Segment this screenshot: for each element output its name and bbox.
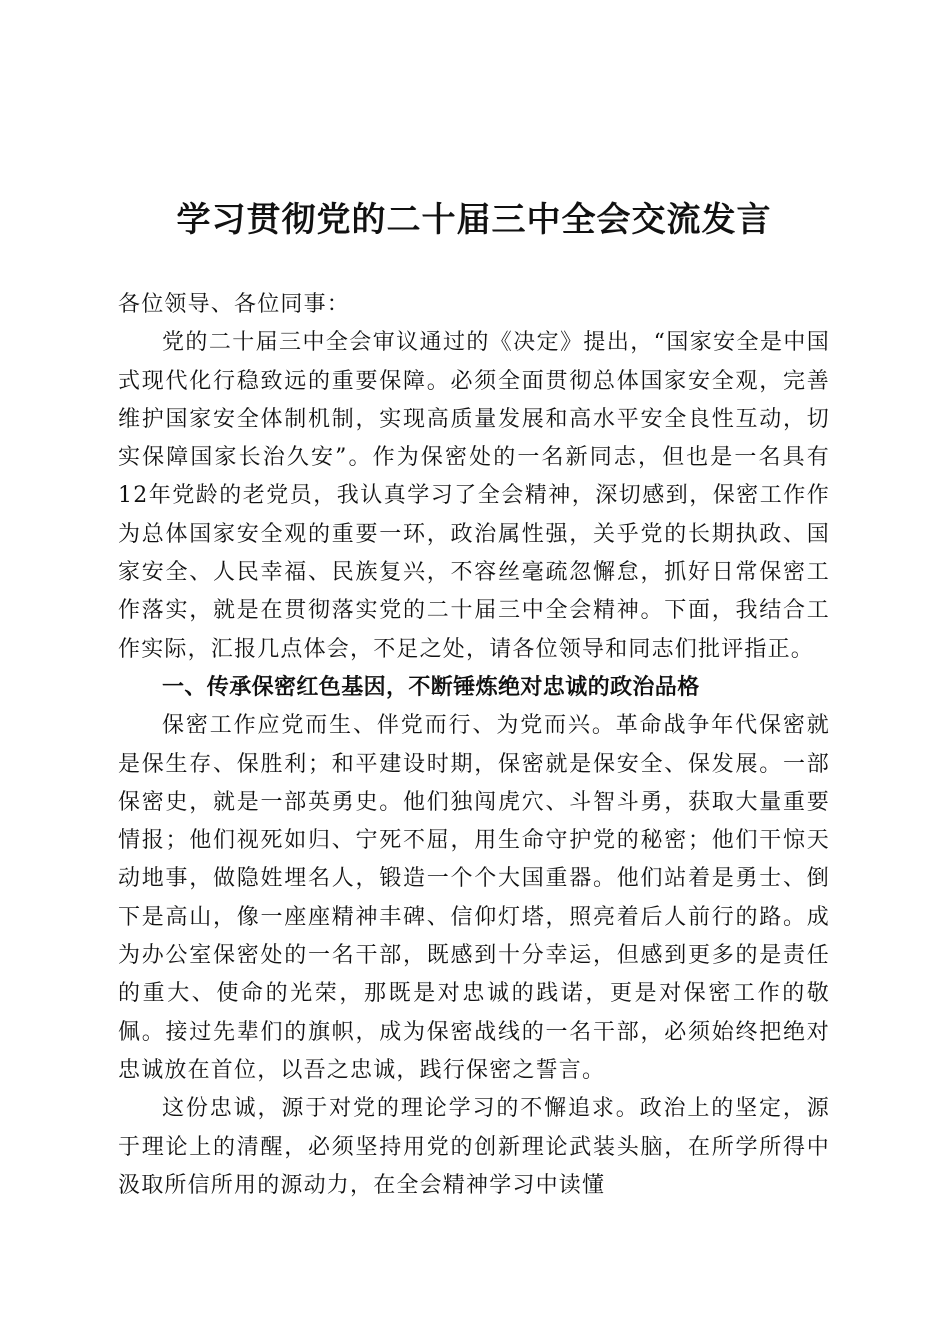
section1-paragraph-1: 保密工作应党而生、伴党而行、为党而兴。革命战争年代保密就是保生存、保胜利；和平建设时期，保密就是保安全、保发展。一部保密史，就是一部英勇史。他们独闯虎穴、斗智斗勇，获取大量重要情报；他们视死如归、宁死不屈，用生命守护党的秘密；他们干惊天动地事，做隐姓埋名人，锻造一个个大国重器。他们站着是勇士、倒下是高山，像一座座精神丰碑、信仰灯塔，照亮着后人前行的路。成为办公室保密处的一名干部，既感到十分幸运，但感到更多的是责任的重大、使命的光荣，那既是对忠诚的践诺，更是对保密工作的敬佩。接过先辈们的旗帜，成为保密战线的一名干部，必须始终把绝对忠诚放在首位，以吾之忠诚，践行保密之誓言。 (118, 713, 830, 1083)
section1-paragraph-2: 这份忠诚，源于对党的理论学习的不懈追求。政治上的坚定，源于理论上的清醒，必须坚持用党的创新理论武装头脑，在所学所得中汲取所信所用的源动力，在全会精神学习中读懂 (118, 1096, 830, 1198)
document-title: 学习贯彻党的二十届三中全会交流发言 (176, 200, 772, 240)
document-body (118, 286, 830, 1205)
intro-paragraph: 党的二十届三中全会审议通过的《决定》提出，“国家安全是中国式现代化行稳致远的重要保障。必须全面贯彻总体国家安全观，完善维护国家安全体制机制，实现高质量发展和高水平安全良性互动，切实保障国家长治久安”。作为保密处的一名新同志，但也是一名具有12年党龄的老党员，我认真学习了全会精神，深切感到，保密工作作为总体国家安全观的重要一环，政治属性强，关乎党的长期执政、国家安全、人民幸福、民族复兴，不容丝毫疏忽懈怠，抓好日常保密工作落实，就是在贯彻落实党的二十届三中全会精神。下面，我结合工作实际，汇报几点体会，不足之处，请各位领导和同志们批评指正。 (118, 330, 830, 662)
section-heading-1: 一、传承保密红色基因，不断锤炼绝对忠诚的政治品格 (162, 674, 700, 700)
salutation: 各位领导、各位同事： (118, 292, 351, 317)
